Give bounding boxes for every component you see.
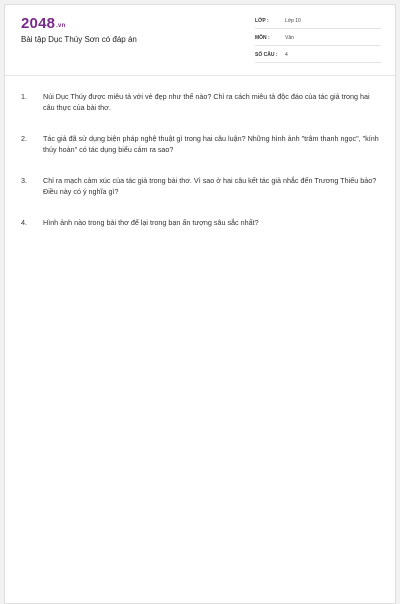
question-text: Hình ảnh nào trong bài thơ để lại trong bạn ấn tượng sâu sắc nhất? <box>43 218 259 227</box>
meta-value: Lớp 10 <box>285 18 301 24</box>
question-text: Tác giả đã sử dụng biện pháp nghệ thuật gì trong hai câu luận? Những hình ảnh "trâm thanh ngọc", "kính thúy hoàn" có tác dụng biểu cảm ra sao? <box>43 134 379 154</box>
header-divider <box>5 75 395 76</box>
meta-row-subject <box>255 32 381 46</box>
meta-info <box>255 15 381 66</box>
question-item <box>21 133 383 155</box>
logo-text: 2048 <box>21 15 56 32</box>
page-title: Bài tập Dục Thúy Sơn có đáp án <box>21 35 137 44</box>
question-list <box>21 91 383 248</box>
worksheet-page <box>4 4 396 604</box>
worksheet-header <box>5 5 395 75</box>
question-item <box>21 91 383 113</box>
logo-suffix: .vn <box>56 23 66 29</box>
site-logo[interactable] <box>21 15 65 32</box>
question-item <box>21 217 383 228</box>
meta-value: Văn <box>285 35 294 41</box>
question-text: Núi Dục Thúy được miêu tả với vẻ đẹp như thế nào? Chỉ ra cách miêu tả độc đáo của tác giả trong hai câu thực của bài thơ. <box>43 92 370 112</box>
meta-row-class <box>255 15 381 29</box>
question-number: 1. <box>21 92 27 101</box>
question-text: Chỉ ra mạch cảm xúc của tác giả trong bài thơ. Vì sao ở hai câu kết tác giả nhắc đến Trương Thiếu bảo? Điều này có ý nghĩa gì? <box>43 176 377 196</box>
meta-label: LỚP : <box>255 18 269 24</box>
meta-label: MÔN : <box>255 35 270 41</box>
question-item <box>21 175 383 197</box>
question-number: 2. <box>21 134 27 143</box>
meta-row-question-count <box>255 49 381 63</box>
question-number: 4. <box>21 218 27 227</box>
meta-value: 4 <box>285 52 288 58</box>
question-number: 3. <box>21 176 27 185</box>
meta-label: SỐ CÂU : <box>255 52 278 58</box>
